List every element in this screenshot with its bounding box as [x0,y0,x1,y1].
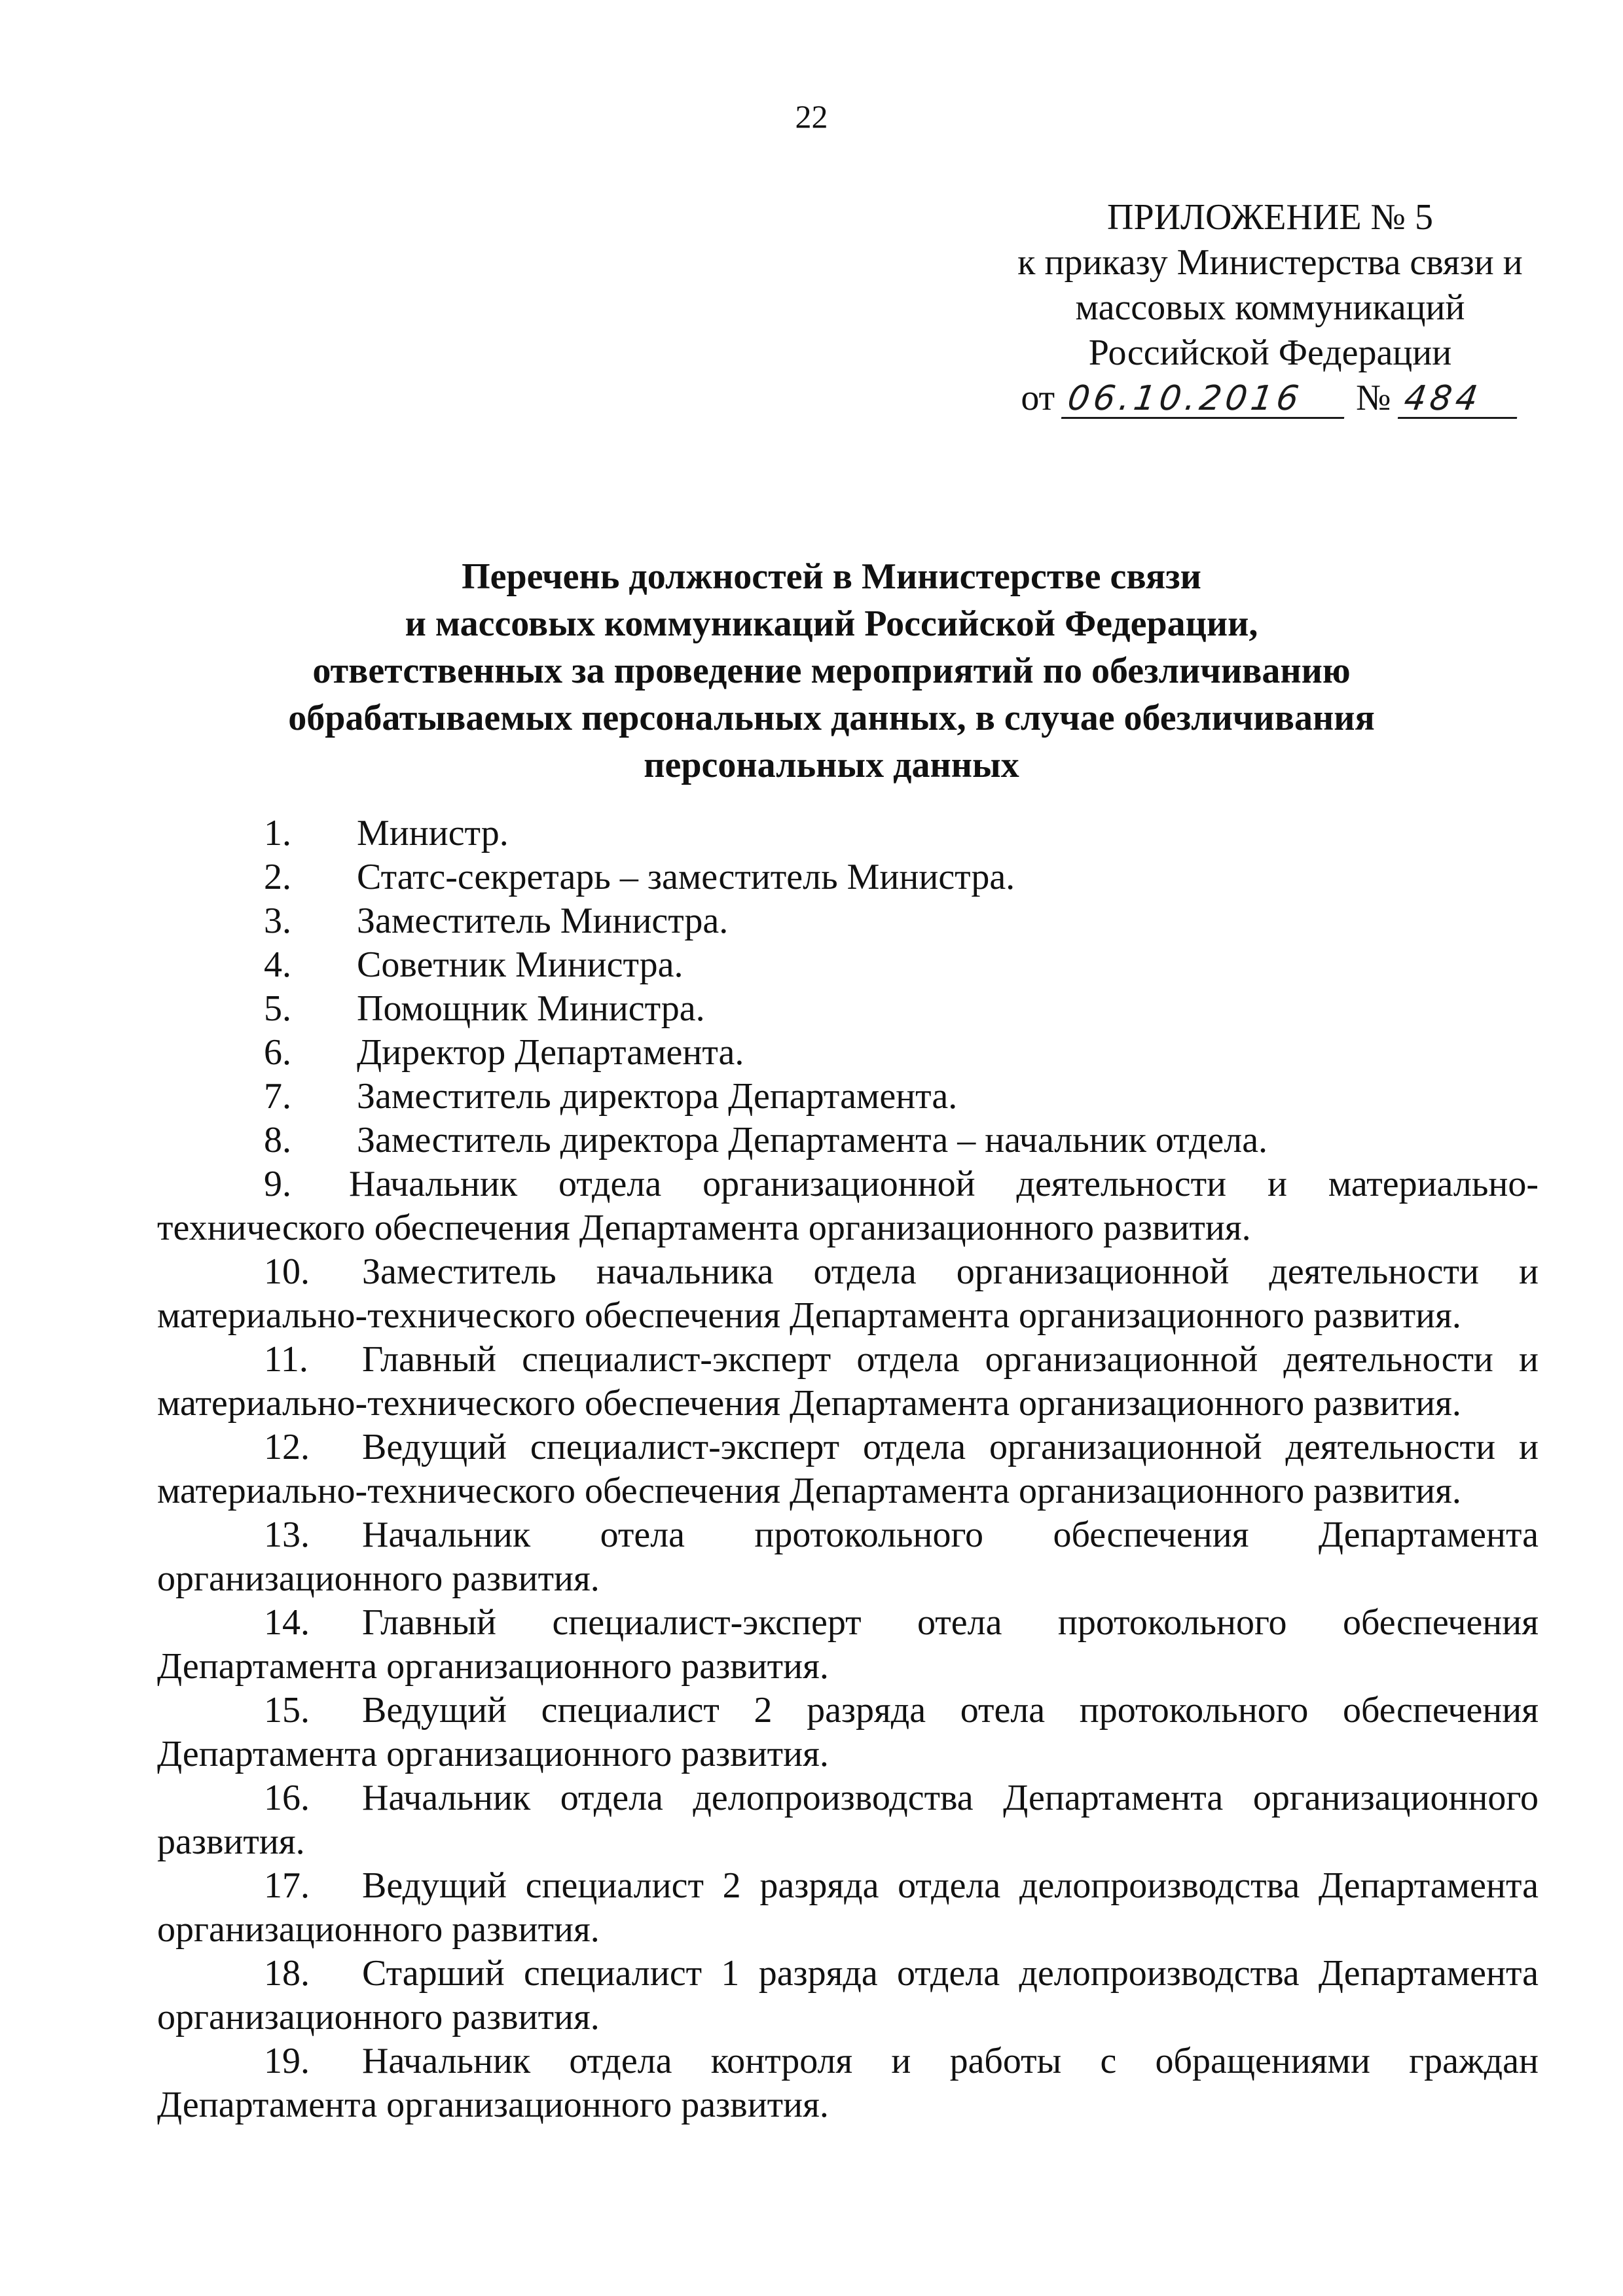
list-item [157,2039,1539,2127]
item-text: Начальник отдела делопроизводства Департамента организационного развития. [157,1778,1539,1862]
list-item [157,1162,1539,1250]
item-text: Министр. [357,813,509,853]
item-text: Ведущий специалист 2 разряда отдела делопроизводства Департамента организационного развития. [157,1865,1539,1950]
list-item [157,1075,1539,1119]
item-number: 18. [264,1953,310,1994]
appendix-federation-line: Российской Федерации [1088,332,1452,373]
title-line: ответственных за проведение мероприятий по обезличиванию [312,651,1351,691]
item-number: 1. [264,813,291,853]
list-item [157,812,1539,855]
handwritten-date: 06.10.2016 [1061,380,1349,419]
item-number: 3. [264,901,291,941]
list-item [157,1031,1539,1075]
list-item [157,1689,1539,1776]
list-item [157,1250,1539,1338]
item-number: 7. [264,1076,291,1117]
item-text: Ведущий специалист 2 разряда отела протокольного обеспечения Департамента организационного развития. [157,1690,1539,1774]
list-item [157,899,1539,943]
handwritten-number: 484 [1397,380,1522,419]
item-text: Главный специалист-эксперт отела протокольного обеспечения Департамента организационного развития. [157,1602,1539,1687]
positions-list [157,812,1539,2127]
number-prefix: № [1356,378,1391,418]
item-text: Начальник отела протокольного обеспечения Департамента организационного развития. [157,1515,1539,1599]
appendix-title: ПРИЛОЖЕНИЕ № 5 [1107,197,1433,238]
item-number: 13. [264,1515,310,1555]
list-item [157,1426,1539,1513]
item-number: 15. [264,1690,310,1731]
item-text: Советник Министра. [357,944,684,985]
appendix-ministry-line: массовых коммуникаций [1075,287,1465,328]
list-item [157,1601,1539,1689]
page-number: 22 [795,98,828,135]
appendix-date-line [903,376,1623,421]
item-text: Заместитель директора Департамента – начальник отдела. [357,1120,1268,1160]
item-number: 17. [264,1865,310,1906]
item-number: 19. [264,2041,310,2081]
item-number: 12. [264,1427,310,1467]
list-item [157,943,1539,987]
item-number: 6. [264,1032,291,1073]
list-item [157,1119,1539,1162]
item-text: Начальник отдела организационной деятельности и материально-технического обеспечения Департамента организационного развития. [157,1164,1539,1248]
item-number: 4. [264,944,291,985]
item-text: Заместитель начальника отдела организационной деятельности и материально-технического обеспечения Департамента организационного развития. [157,1251,1539,1336]
item-text: Заместитель Министра. [357,901,729,941]
item-number: 11. [264,1339,308,1380]
list-item [157,1338,1539,1426]
list-item [157,1513,1539,1601]
item-number: 2. [264,857,291,897]
item-text: Статс-секретарь – заместитель Министра. [357,857,1015,897]
list-item [157,1864,1539,1952]
item-number: 10. [264,1251,310,1292]
list-item [157,1776,1539,1864]
title-line: Перечень должностей в Министерстве связи [462,556,1201,597]
item-text: Директор Департамента. [357,1032,744,1073]
list-item [157,987,1539,1031]
item-number: 14. [264,1602,310,1643]
item-text: Старший специалист 1 разряда отдела делопроизводства Департамента организационного развития. [157,1953,1539,2037]
appendix-header [903,195,1623,421]
title-line: и массовых коммуникаций Российской Федерации, [405,603,1258,644]
item-number: 8. [264,1120,291,1160]
list-item [157,1952,1539,2039]
item-text: Заместитель директора Департамента. [357,1076,958,1117]
item-number: 5. [264,988,291,1029]
item-text: Помощник Министра. [357,988,705,1029]
item-text: Главный специалист-эксперт отдела организационной деятельности и материально-технического обеспечения Департамента организационного развития. [157,1339,1539,1424]
title-line: обрабатываемых персональных данных, в случае обезличивания [288,698,1375,738]
appendix-order-line: к приказу Министерства связи и [1017,242,1523,283]
date-prefix: от [1021,378,1055,418]
item-number: 9. [264,1164,291,1204]
list-item [157,855,1539,899]
title-line: персональных данных [644,745,1019,785]
item-text: Ведущий специалист-эксперт отдела организационной деятельности и материально-технического обеспечения Департамента организационного развития. [157,1427,1539,1511]
item-number: 16. [264,1778,310,1818]
item-text: Начальник отдела контроля и работы с обращениями граждан Департамента организационного развития. [157,2041,1539,2125]
document-title [157,553,1506,789]
